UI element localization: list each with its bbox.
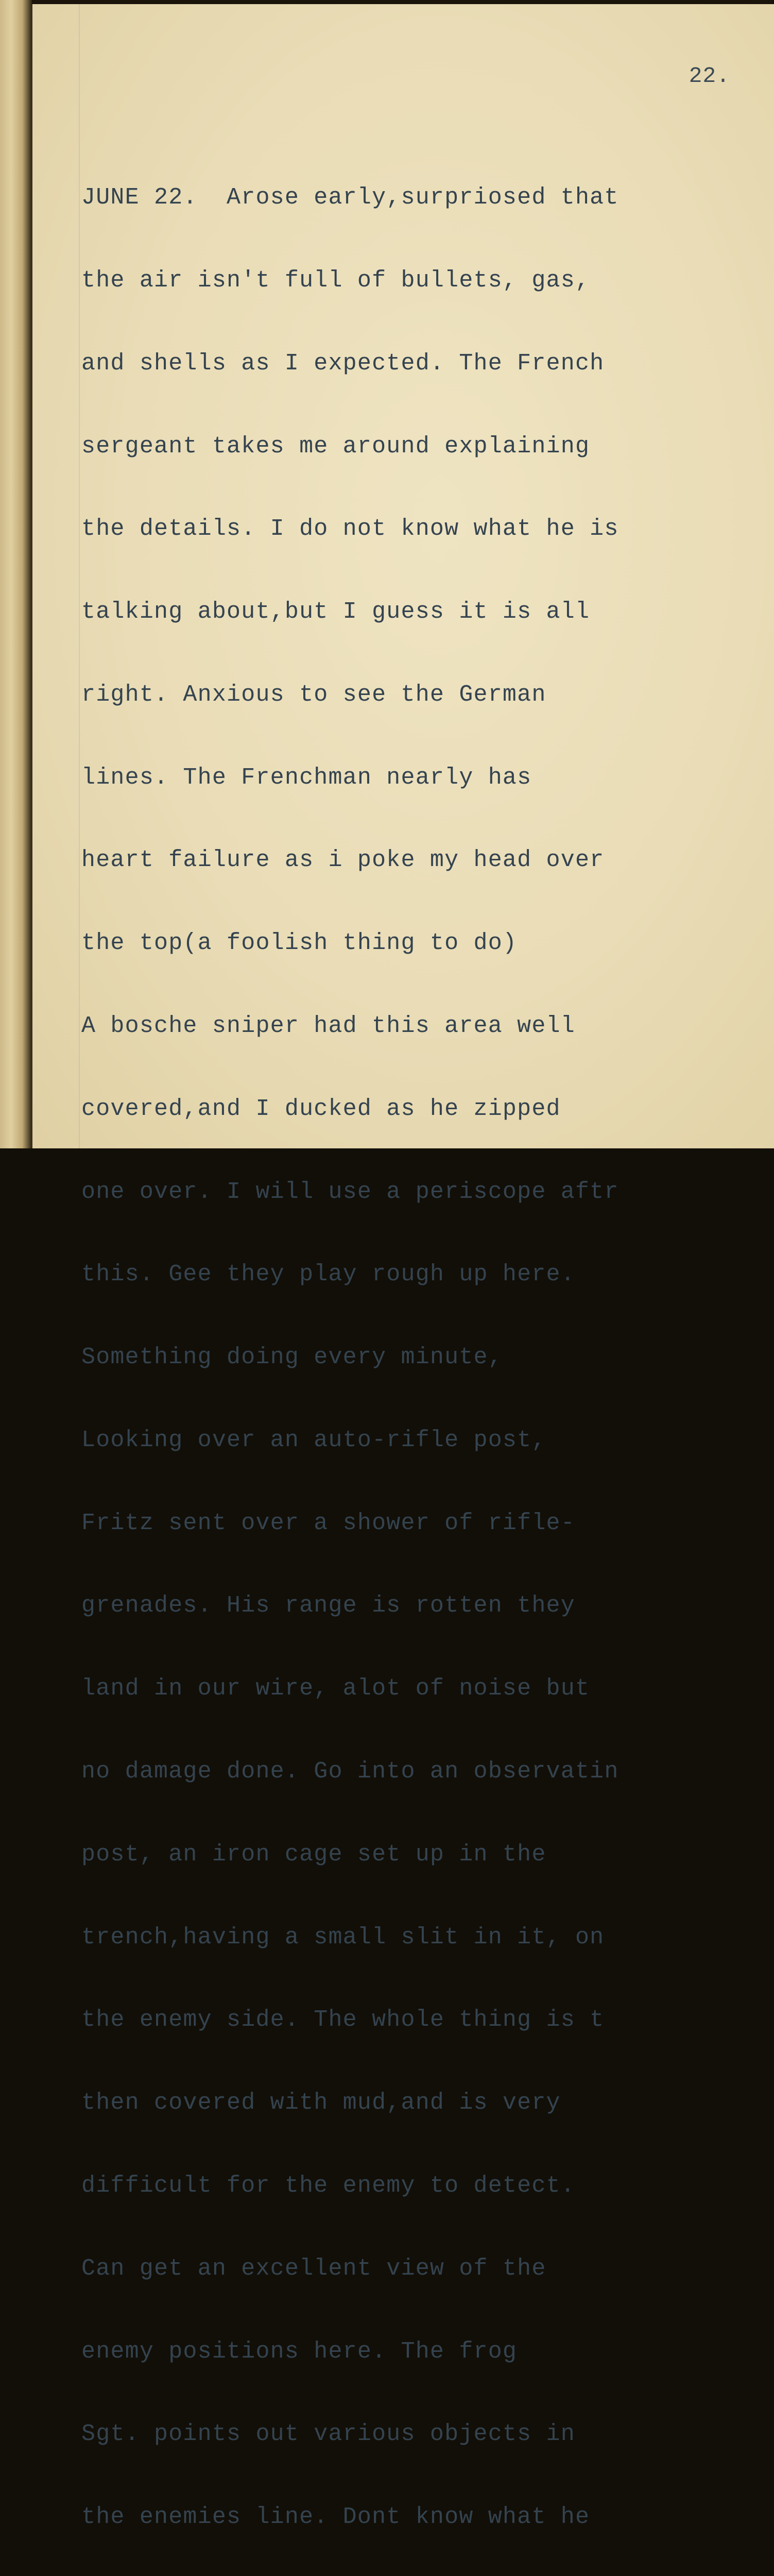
text-line: the enemies line. Dont know what he [81, 2504, 590, 2531]
text-line: this. Gee they play rough up here. [81, 1261, 575, 1288]
page-number: 22. [689, 63, 730, 89]
text-line: the top(a foolish thing to do) [81, 930, 518, 957]
text-line: heart failure as i poke my head over [81, 847, 605, 874]
text-line: Sgt. points out various objects in [81, 2421, 575, 2448]
text-line: Something doing every minute, [81, 1344, 503, 1371]
text-line: trench,having a small slit in it, on [81, 1924, 605, 1951]
text-line: right. Anxious to see the German [81, 681, 546, 708]
margin-rule [79, 4, 80, 1148]
text-line: and shells as I expected. The French [81, 350, 605, 377]
diary-page [31, 4, 774, 2531]
text-line: talking about,but I guess it is all [81, 599, 590, 625]
text-line: covered,and I ducked as he zipped [81, 1095, 561, 1122]
text-line: enemy positions here. The frog [81, 2338, 518, 2365]
text-line: post, an iron cage set up in the [81, 1841, 546, 1868]
text-line: no damage done. Go into an observatin [81, 1758, 619, 1785]
text-line: Looking over an auto-rifle post, [81, 1427, 546, 1453]
text-line: Can get an excellent view of the [81, 2255, 546, 2282]
text-line: lines. The Frenchman nearly has [81, 764, 532, 791]
text-line: sergeant takes me around explaining [81, 433, 590, 460]
typewritten-text [81, 129, 761, 2576]
text-line: JUNE 22. Arose early,surpriosed that [81, 184, 619, 211]
text-line: grenades. His range is rotten they [81, 1592, 575, 1619]
text-line: then covered with mud,and is very [81, 2090, 561, 2116]
text-line: difficult for the enemy to detect. [81, 2172, 575, 2199]
book-gutter [0, 0, 32, 1148]
text-line: Fritz sent over a shower of rifle- [81, 1510, 575, 1536]
text-line: A bosche sniper had this area well [81, 1013, 575, 1039]
text-line: land in our wire, alot of noise but [81, 1675, 590, 1702]
text-line: the air isn't full of bullets, gas, [81, 267, 590, 294]
text-line: the details. I do not know what he is [81, 516, 619, 543]
text-line: the enemy side. The whole thing is t [81, 2007, 605, 2033]
text-line: one over. I will use a periscope aftr [81, 1178, 619, 1205]
